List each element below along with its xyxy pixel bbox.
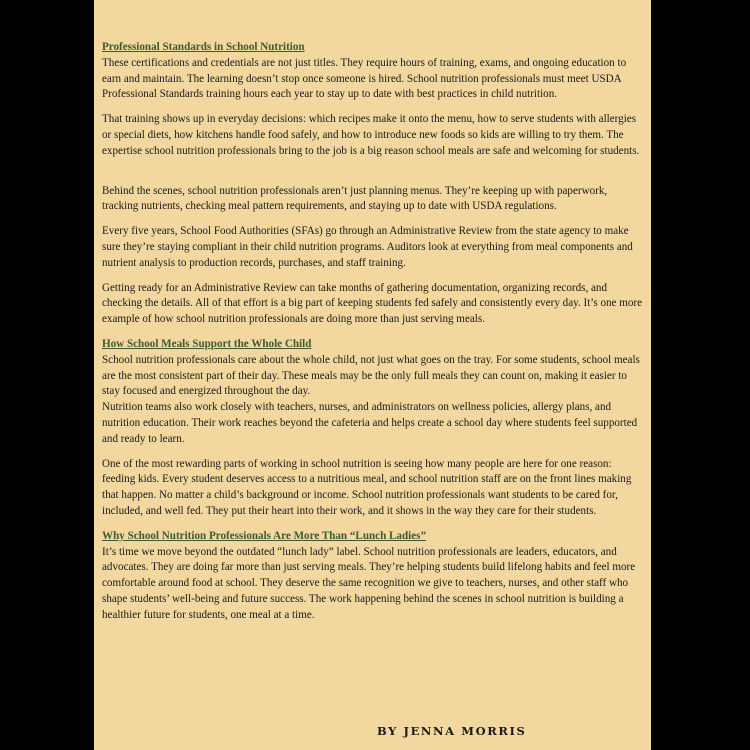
paragraph: That training shows up in everyday decisions: which recipes make it onto the menu, how to serve students with allergies or special diets, how kitchens handle food safely, and how to introduce new foods so kids are willing to try them. The expertise school nutrition professionals bring to the job is a big reason school meals are safe and welcoming for students. [102, 113, 640, 157]
section-heading-whole-child[interactable]: How School Meals Support the Whole Child [102, 337, 312, 350]
paragraph: Behind the scenes, school nutrition professionals aren’t just planning menus. They’re keeping up with paperwork, tracking nutrients, checking meal pattern requirements, and staying up to date with USDA regulations. [102, 184, 608, 213]
article-page [94, 0, 651, 750]
paragraph: It’s time we move beyond the outdated “lunch lady” label. School nutrition professionals are leaders, educators, and advocates. They are doing far more than just serving meals. They’re helping students build lifelong habits and feel more comfortable around food at school. They deserve the same recognition we give to teachers, nurses, and other staff who shape students’ well-being and future success. The work happening behind the scenes in school nutrition is building a healthier future for students, one meal at a time. [102, 545, 636, 621]
paragraph: One of the most rewarding parts of working in school nutrition is seeing how many people are here for one reason: feeding kids. Every student deserves access to a nutritious meal, and school nutrition staff are on the front lines making that happen. No matter a child’s background or income. School nutrition professionals want students to be cared for, included, and well fed. They put their heart into their work, and it shows in the way they care for their students. [102, 457, 632, 517]
section-heading-professional-standards[interactable]: Professional Standards in School Nutrition [102, 41, 305, 53]
paragraph: Nutrition teams also work closely with teachers, nurses, and administrators on wellness policies, allergy plans, and nutrition education. Their work reaches beyond the cafeteria and helps create a school day where students feel supported and ready to learn. [102, 401, 638, 445]
paragraph: Getting ready for an Administrative Review can take months of gathering documentation, organizing records, and checking the details. All of that effort is a big part of keeping students fed safely and consistently every day. It’s one more example of how school nutrition professionals are doing more than just serving meals. [102, 281, 643, 326]
article-body [102, 40, 644, 624]
paragraph: Every five years, School Food Authorities (SFAs) go through an Administrative Review from the state agency to make sure they’re staying compliant in their child nutrition programs. Auditors look at everything from meal components and nutrient analysis to production records, purchases, and staff training. [102, 225, 633, 269]
paragraph: School nutrition professionals care about the whole child, not just what goes on the tray. For some students, school meals are the most consistent part of their day. These meals may be the only full meals they can count on, making it easier to stay focused and energized throughout the day. [102, 353, 640, 398]
paragraph: These certifications and credentials are not just titles. They require hours of training, exams, and ongoing education to earn and maintain. The learning doesn’t stop once someone is hired. School nutrition professionals must meet USDA Professional Standards training hours each year to stay up to date with best practices in child nutrition. [102, 56, 627, 101]
section-heading-lunch-ladies[interactable]: Why School Nutrition Professionals Are More Than “Lunch Ladies” [102, 529, 427, 542]
author-byline: BY JENNA MORRIS [377, 724, 527, 738]
